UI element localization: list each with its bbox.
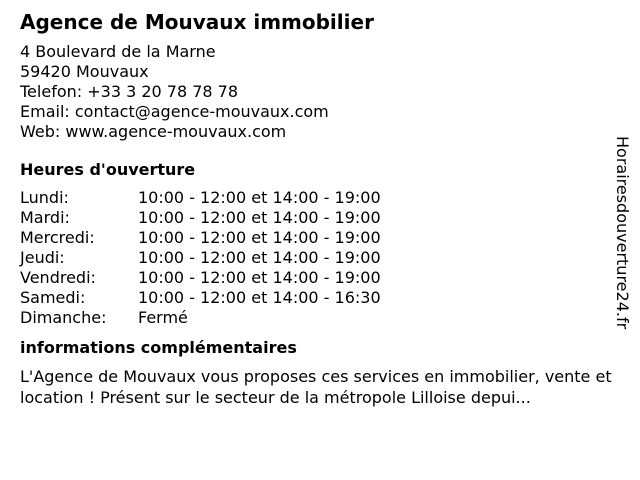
additional-info-text: L'Agence de Mouvaux vous proposes ces services en immobilier, vente et location ! Présent sur le secteur de la métropole Lilloise depui... bbox=[20, 367, 612, 407]
day-label: Dimanche: bbox=[20, 308, 107, 327]
additional-info-title: informations complémentaires bbox=[20, 338, 297, 357]
agency-name: Agence de Mouvaux immobilier bbox=[20, 10, 374, 34]
day-label: Mercredi: bbox=[20, 228, 95, 247]
hours-row bbox=[20, 308, 620, 328]
phone-line: Telefon: +33 3 20 78 78 78 bbox=[20, 82, 239, 101]
web-line: Web: www.agence-mouvaux.com bbox=[20, 122, 287, 141]
day-label: Lundi: bbox=[20, 188, 69, 207]
postal-city: 59420 Mouvaux bbox=[20, 62, 149, 81]
time-range: 10:00 - 12:00 et 14:00 - 19:00 bbox=[138, 228, 381, 247]
day-label: Samedi: bbox=[20, 288, 86, 307]
hours-row bbox=[20, 228, 620, 248]
hours-row bbox=[20, 288, 620, 308]
agency-card bbox=[20, 10, 620, 408]
time-range: 10:00 - 12:00 et 14:00 - 19:00 bbox=[138, 268, 381, 287]
time-range: 10:00 - 12:00 et 14:00 - 16:30 bbox=[138, 288, 381, 307]
site-watermark: Horairesdouverture24.fr bbox=[613, 136, 632, 330]
time-range: 10:00 - 12:00 et 14:00 - 19:00 bbox=[138, 208, 381, 227]
address-block bbox=[20, 42, 620, 142]
hours-row bbox=[20, 248, 620, 268]
time-range: Fermé bbox=[138, 308, 188, 327]
time-range: 10:00 - 12:00 et 14:00 - 19:00 bbox=[138, 248, 381, 267]
time-range: 10:00 - 12:00 et 14:00 - 19:00 bbox=[138, 188, 381, 207]
day-label: Jeudi: bbox=[20, 248, 65, 267]
opening-hours-title: Heures d'ouverture bbox=[20, 160, 196, 179]
hours-row bbox=[20, 208, 620, 228]
day-label: Vendredi: bbox=[20, 268, 96, 287]
day-label: Mardi: bbox=[20, 208, 70, 227]
hours-row bbox=[20, 268, 620, 288]
opening-hours-table bbox=[20, 188, 620, 328]
email-line: Email: contact@agence-mouvaux.com bbox=[20, 102, 329, 121]
hours-row bbox=[20, 188, 620, 208]
street-address: 4 Boulevard de la Marne bbox=[20, 42, 216, 61]
